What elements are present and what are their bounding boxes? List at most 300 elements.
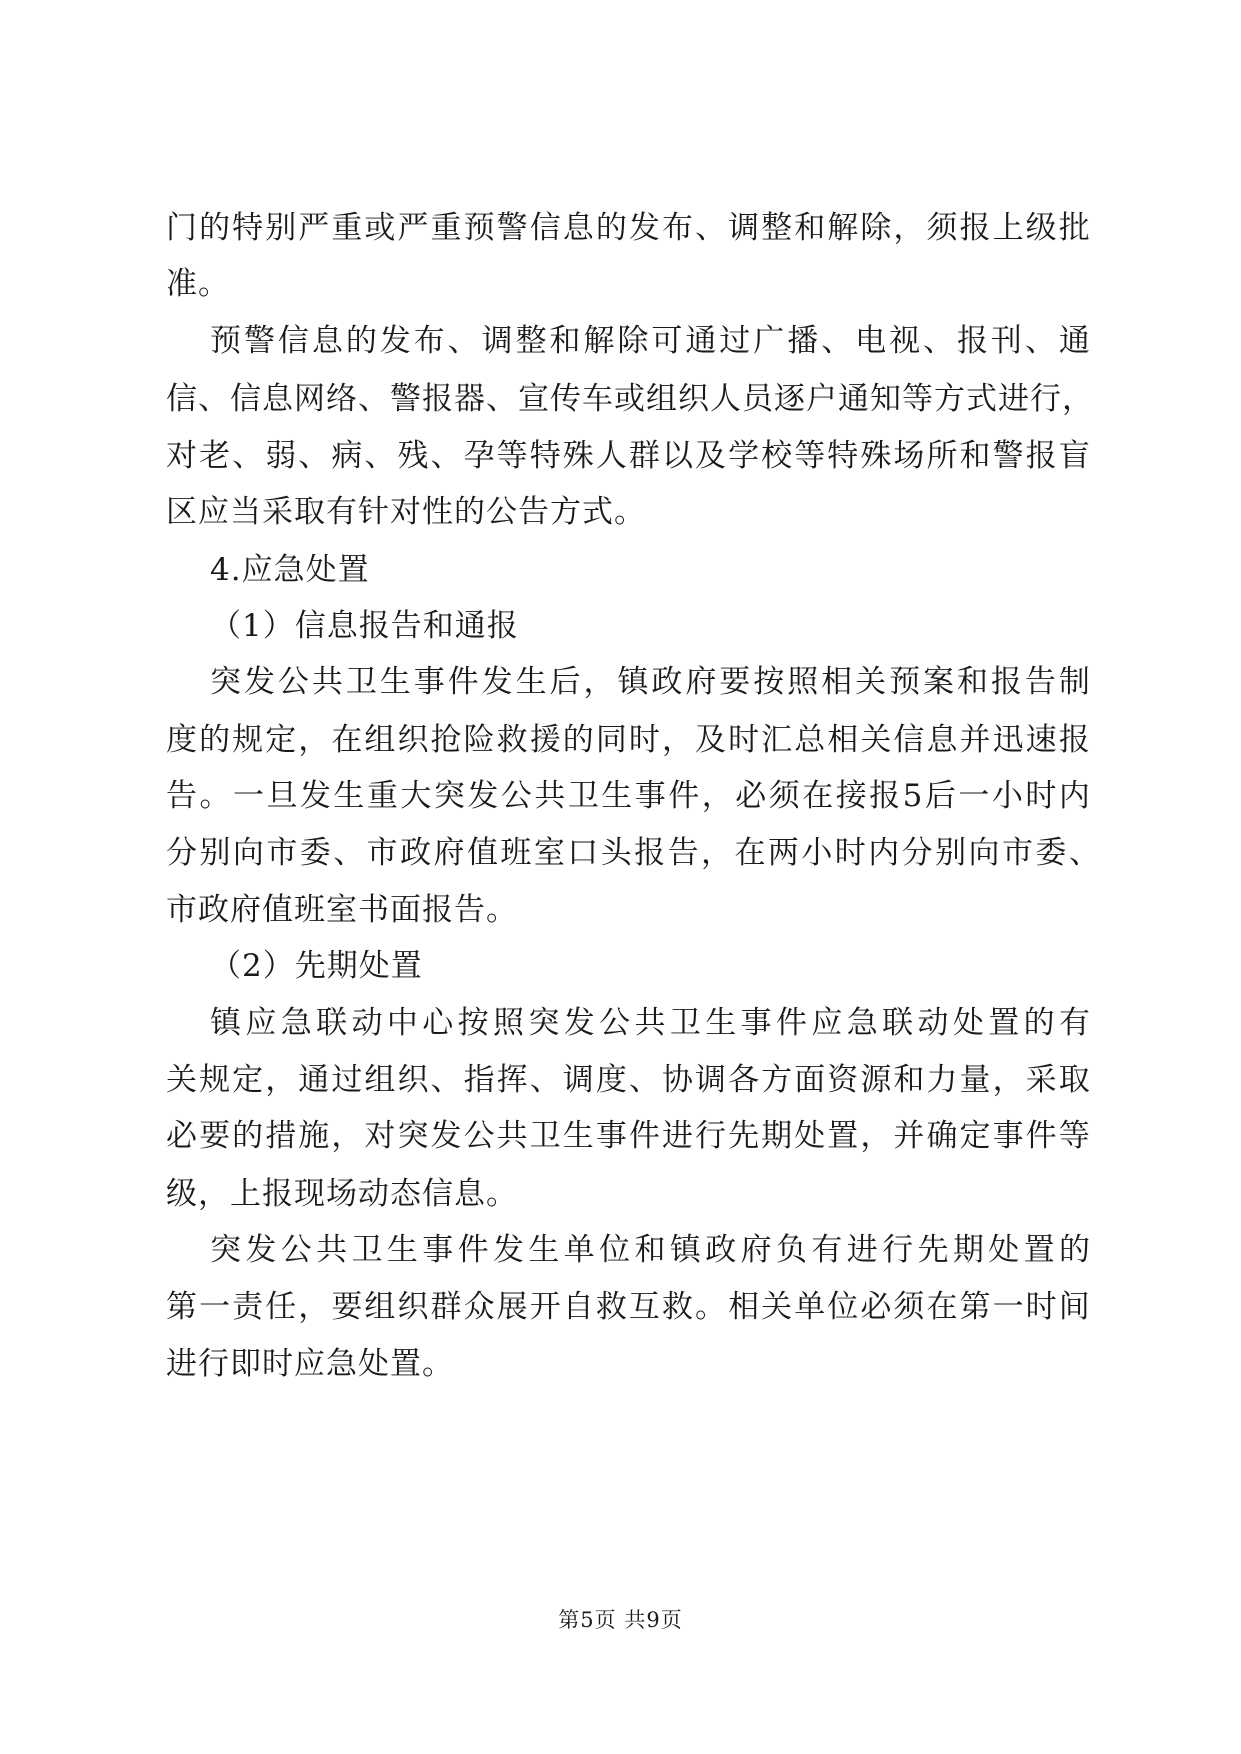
text-char: 除 — [860, 210, 893, 246]
text-char: 逐 — [774, 381, 806, 417]
text-char: 等 — [794, 438, 827, 474]
text-char: 所 — [926, 438, 959, 474]
text-char: 案 — [923, 664, 956, 700]
text-char: 件 — [1025, 1118, 1058, 1154]
text-char: 电 — [855, 323, 888, 359]
text-char: 发 — [467, 778, 500, 814]
text-char: 调 — [562, 1062, 595, 1098]
text-char: 和 — [959, 438, 992, 474]
text-char: 期 — [761, 1118, 794, 1154]
text-char: 批 — [1058, 210, 1091, 246]
text-char: 通 — [685, 323, 718, 359]
section-heading: 4.应急处置 — [210, 552, 370, 588]
text-char: 突 — [210, 664, 242, 700]
text-char: 特 — [827, 438, 860, 474]
text-char: 室 — [533, 835, 566, 871]
text-char: 共 — [634, 1005, 667, 1041]
text-char: 一 — [199, 1289, 232, 1325]
text-char: 府 — [433, 835, 466, 871]
text-char: 取 — [1058, 1062, 1091, 1098]
text-char: 镇 — [669, 1232, 702, 1268]
text-char: 照 — [787, 664, 820, 700]
text-char: 对 — [364, 1118, 397, 1154]
text-char: 展 — [496, 1289, 529, 1325]
text-char: ， — [1062, 381, 1094, 417]
text-char: 、 — [628, 1062, 661, 1098]
text-char: 定 — [959, 1118, 992, 1154]
text-char: 除 — [617, 323, 650, 359]
text-char: 措 — [265, 1118, 298, 1154]
text-char: 总 — [794, 722, 827, 758]
text-char: 宣 — [518, 381, 550, 417]
text-char: 和 — [893, 1062, 926, 1098]
text-char: 动 — [351, 1005, 384, 1041]
text-char: 力 — [926, 1062, 959, 1098]
text-char: 严 — [397, 210, 430, 246]
text-char: 发 — [430, 1118, 463, 1154]
text-char: 卫 — [351, 1232, 384, 1268]
text-char: 方 — [761, 1062, 794, 1098]
text-char: 播 — [787, 323, 820, 359]
text-char: 器 — [454, 381, 486, 417]
text-char: 生 — [528, 1232, 561, 1268]
text-char: 负 — [776, 1232, 808, 1268]
text-char: 指 — [463, 1062, 496, 1098]
text-char: 生 — [562, 1118, 595, 1154]
text-char: 网 — [294, 381, 326, 417]
text-line: 市政府值班室书面报告。 — [166, 892, 518, 928]
text-char: 市 — [266, 835, 299, 871]
text-char: 通 — [298, 1062, 331, 1098]
text-char: 公 — [463, 1118, 496, 1154]
text-char: 组 — [364, 1062, 397, 1098]
text-char: 责 — [232, 1289, 265, 1325]
text-line: 进行即时应急处置。 — [166, 1346, 454, 1382]
text-char: 置 — [988, 1005, 1021, 1041]
text-char: 公 — [599, 1005, 632, 1041]
text-char: 整 — [761, 210, 794, 246]
text-char: 报 — [1025, 438, 1058, 474]
text-char: 别 — [199, 835, 232, 871]
text-char: 有 — [1059, 1005, 1091, 1041]
text-char: 镇 — [210, 1005, 242, 1041]
text-char: 挥 — [496, 1062, 529, 1098]
text-line — [210, 321, 1091, 361]
text-char: 位 — [827, 1289, 860, 1325]
text-char: 任 — [265, 1289, 298, 1325]
text-char: 事 — [595, 1118, 628, 1154]
text-char: 通 — [1058, 323, 1091, 359]
text-char: 向 — [968, 835, 1001, 871]
text-char: 、 — [447, 323, 480, 359]
text-char: 和 — [956, 664, 989, 700]
text-char: 调 — [481, 323, 514, 359]
text-char: 、 — [333, 835, 366, 871]
text-char: 在 — [926, 1289, 959, 1325]
text-char: ， — [298, 722, 331, 758]
text-char: 行 — [1030, 381, 1062, 417]
text-char: 政 — [705, 1232, 738, 1268]
text-char: 布 — [661, 210, 694, 246]
text-char: 息 — [311, 323, 344, 359]
text-char: 或 — [364, 210, 397, 246]
page-footer: 第5页 共9页 — [558, 1608, 683, 1632]
text-char: 突 — [397, 1118, 430, 1154]
text-char: 镇 — [617, 664, 650, 700]
text-char: 内 — [868, 835, 901, 871]
text-char: 重 — [366, 778, 399, 814]
text-char: 方 — [934, 381, 966, 417]
text-char: 警 — [496, 210, 529, 246]
text-char: 进 — [998, 381, 1030, 417]
text-char: 以 — [661, 438, 694, 474]
text-char: 报 — [422, 381, 454, 417]
text-char: 量 — [959, 1062, 992, 1098]
text-char: 生 — [515, 664, 548, 700]
text-char: ， — [265, 1062, 298, 1098]
text-char: 等 — [902, 381, 934, 417]
text-char: 事 — [992, 1118, 1025, 1154]
text-char: 先 — [728, 1118, 761, 1154]
text-char: 的 — [562, 722, 595, 758]
text-line: 区应当采取有针对性的公告方式。 — [166, 494, 646, 530]
text-char: 的 — [1059, 1232, 1091, 1268]
text-char: 后 — [924, 778, 957, 814]
text-char: 发 — [379, 323, 412, 359]
text-char: 府 — [740, 1232, 773, 1268]
text-char: 发 — [563, 1005, 596, 1041]
text-char: 、 — [1024, 323, 1057, 359]
text-char: 资 — [827, 1062, 860, 1098]
text-char: 政 — [651, 664, 684, 700]
text-char: 必 — [860, 1289, 893, 1325]
text-char: 件 — [668, 778, 701, 814]
text-char: 一 — [992, 1289, 1025, 1325]
text-char: 和 — [549, 323, 582, 359]
text-char: 定 — [265, 722, 298, 758]
text-char: 弱 — [265, 438, 298, 474]
text-char: 广 — [753, 323, 786, 359]
text-char: 调 — [728, 210, 761, 246]
text-char: 预 — [463, 210, 496, 246]
text-char: 、 — [529, 1062, 562, 1098]
text-char: ， — [701, 835, 733, 871]
text-char: 在 — [802, 778, 835, 814]
text-char: 发 — [245, 1232, 278, 1268]
text-char: 单 — [794, 1289, 827, 1325]
text-char: 特 — [529, 438, 562, 474]
text-char: 告 — [1024, 664, 1057, 700]
text-char: 警 — [992, 438, 1025, 474]
text-char: 行 — [695, 1118, 727, 1154]
text-char: 要 — [719, 664, 752, 700]
text-char: 向 — [232, 835, 265, 871]
text-char: 组 — [364, 722, 397, 758]
text-char: ， — [893, 210, 926, 246]
text-char: 及 — [695, 438, 727, 474]
text-char: 按 — [457, 1005, 490, 1041]
text-char: 发 — [628, 210, 661, 246]
text-char: 刊 — [990, 323, 1023, 359]
text-char: 整 — [515, 323, 548, 359]
text-char: 严 — [298, 210, 331, 246]
text-char: 迅 — [992, 722, 1025, 758]
text-char: 重 — [331, 210, 364, 246]
text-char: 件 — [628, 1118, 661, 1154]
text-char: 班 — [500, 835, 533, 871]
text-char: 门 — [166, 210, 198, 246]
text-char: ， — [583, 664, 616, 700]
text-char: 值 — [466, 835, 499, 871]
text-char: 、 — [198, 381, 230, 417]
text-char: 告 — [166, 778, 198, 814]
text-char: 救 — [661, 1289, 694, 1325]
text-char: 公 — [280, 1232, 313, 1268]
text-char: 发 — [481, 664, 514, 700]
text-char: 委 — [299, 835, 332, 871]
text-char: 按 — [753, 664, 786, 700]
text-char: 应 — [811, 1005, 844, 1041]
text-char: 期 — [952, 1232, 985, 1268]
text-char: 政 — [400, 835, 433, 871]
text-char: 定 — [232, 1062, 265, 1098]
subsection-heading: （2）先期处置 — [210, 948, 423, 984]
text-char: 相 — [821, 664, 854, 700]
text-char: 动 — [917, 1005, 950, 1041]
text-char: 中 — [386, 1005, 419, 1041]
text-char: 分 — [166, 835, 198, 871]
text-char: 息 — [926, 722, 959, 758]
text-char: 视 — [889, 323, 922, 359]
text-char: 特 — [232, 210, 265, 246]
text-line — [166, 1116, 1091, 1156]
text-char: 小 — [801, 835, 834, 871]
text-char: 须 — [893, 1289, 926, 1325]
text-char: 位 — [599, 1232, 632, 1268]
text-char: 联 — [316, 1005, 349, 1041]
text-char: 须 — [768, 778, 801, 814]
text-line — [166, 208, 1091, 248]
text-char: 传 — [550, 381, 582, 417]
text-char: 员 — [742, 381, 774, 417]
text-line: 准。 — [166, 266, 230, 302]
text-char: 信 — [277, 323, 310, 359]
text-char: 织 — [397, 722, 430, 758]
text-char: 知 — [870, 381, 902, 417]
text-char: 关 — [761, 1289, 794, 1325]
text-char: 卫 — [345, 664, 378, 700]
text-char: 心 — [422, 1005, 455, 1041]
text-char: ， — [860, 1118, 893, 1154]
text-char: 孕 — [463, 438, 496, 474]
text-char: 卫 — [669, 1005, 702, 1041]
text-char: 。 — [695, 1289, 727, 1325]
text-char: ， — [701, 778, 734, 814]
text-char: 户 — [806, 381, 838, 417]
text-char: 速 — [1025, 722, 1058, 758]
text-char: 生 — [601, 778, 634, 814]
text-char: 件 — [447, 664, 480, 700]
text-char: 时 — [834, 835, 867, 871]
text-char: 市 — [366, 835, 399, 871]
text-char: 及 — [695, 722, 727, 758]
text-char: 的 — [199, 210, 232, 246]
text-char: ， — [992, 1062, 1025, 1098]
text-line — [166, 436, 1091, 476]
text-char: 、 — [1068, 835, 1101, 871]
text-char: 接 — [835, 778, 868, 814]
text-char: 报 — [869, 778, 902, 814]
text-char: 委 — [1035, 835, 1068, 871]
text-char: 联 — [882, 1005, 915, 1041]
text-char: 间 — [1058, 1289, 1091, 1325]
text-char: 一 — [958, 778, 991, 814]
text-char: 警 — [390, 381, 422, 417]
text-char: 事 — [413, 664, 446, 700]
text-char: 口 — [567, 835, 600, 871]
text-char: 或 — [614, 381, 646, 417]
text-char: 抢 — [430, 722, 463, 758]
text-line — [166, 379, 1094, 419]
text-char: 织 — [397, 1289, 430, 1325]
text-line — [166, 833, 1101, 873]
text-char: 险 — [463, 722, 496, 758]
text-char: 必 — [735, 778, 768, 814]
text-char: 残 — [397, 438, 430, 474]
text-char: 警 — [243, 323, 276, 359]
text-char: 调 — [695, 1062, 727, 1098]
text-char: 共 — [311, 664, 344, 700]
text-char: 发 — [299, 778, 332, 814]
text-char: 共 — [534, 778, 567, 814]
text-char: 头 — [600, 835, 633, 871]
text-char: 盲 — [1058, 438, 1091, 474]
text-line — [210, 1003, 1091, 1043]
text-char: 信 — [230, 381, 262, 417]
text-char: 并 — [959, 722, 992, 758]
text-char: 、 — [430, 438, 463, 474]
text-char: 援 — [529, 722, 562, 758]
text-char: 级 — [1025, 210, 1058, 246]
text-char: 、 — [364, 438, 397, 474]
text-char: 的 — [595, 210, 628, 246]
text-char: 报 — [956, 323, 989, 359]
text-char: 告 — [667, 835, 700, 871]
text-char: 协 — [661, 1062, 694, 1098]
text-char: 、 — [298, 438, 331, 474]
text-char: 共 — [316, 1232, 349, 1268]
text-char: 救 — [595, 1289, 628, 1325]
text-char: 和 — [794, 210, 827, 246]
text-char: 、 — [430, 1062, 463, 1098]
text-char: 互 — [628, 1289, 661, 1325]
text-char: 突 — [528, 1005, 561, 1041]
text-char: 等 — [1058, 1118, 1091, 1154]
text-char: 自 — [562, 1289, 595, 1325]
text-char: 后 — [549, 664, 582, 700]
text-char: 旦 — [266, 778, 299, 814]
text-char: 大 — [400, 778, 433, 814]
text-char: 报 — [634, 835, 667, 871]
text-char: 在 — [734, 835, 767, 871]
text-char: ， — [298, 1289, 331, 1325]
text-char: 处 — [988, 1232, 1021, 1268]
text-char: 卫 — [567, 778, 600, 814]
text-char: 事 — [422, 1232, 455, 1268]
text-line: 级，上报现场动态信息。 — [166, 1176, 518, 1212]
text-char: 关 — [166, 1062, 198, 1098]
text-char: 、 — [695, 210, 727, 246]
text-char: 面 — [794, 1062, 827, 1098]
text-char: 可 — [651, 323, 684, 359]
text-char: 络 — [326, 381, 358, 417]
text-char: 殊 — [860, 438, 893, 474]
text-char: 时 — [728, 722, 761, 758]
text-char: 事 — [634, 778, 667, 814]
text-char: 急 — [280, 1005, 313, 1041]
text-char: 的 — [345, 323, 378, 359]
text-char: 行 — [882, 1232, 915, 1268]
text-char: 。 — [199, 778, 232, 814]
text-char: 5 — [902, 778, 924, 814]
text-char: 急 — [846, 1005, 879, 1041]
text-char: 车 — [582, 381, 614, 417]
text-char: 同 — [595, 722, 628, 758]
text-char: 生 — [379, 664, 412, 700]
text-char: 、 — [232, 438, 265, 474]
text-char: 时 — [1025, 1289, 1058, 1325]
text-char: 场 — [893, 438, 926, 474]
text-char: 报 — [1058, 722, 1091, 758]
text-char: 单 — [563, 1232, 596, 1268]
text-char: 相 — [827, 722, 860, 758]
text-char: 件 — [776, 1005, 808, 1041]
text-line — [210, 662, 1091, 702]
text-char: 度 — [166, 722, 198, 758]
text-char: 报 — [990, 664, 1023, 700]
text-char: 预 — [889, 664, 922, 700]
text-char: 卫 — [529, 1118, 562, 1154]
text-char: 生 — [333, 778, 366, 814]
text-char: 进 — [846, 1232, 879, 1268]
text-char: 人 — [710, 381, 742, 417]
text-char: 规 — [199, 1062, 232, 1098]
text-char: 件 — [457, 1232, 490, 1268]
text-char: 进 — [661, 1118, 694, 1154]
text-char: 应 — [245, 1005, 278, 1041]
text-char: 式 — [966, 381, 998, 417]
text-char: 一 — [232, 778, 265, 814]
text-char: 施 — [298, 1118, 331, 1154]
text-char: 组 — [364, 1289, 397, 1325]
text-char: 人 — [595, 438, 628, 474]
text-char: 关 — [860, 722, 893, 758]
text-char: 公 — [277, 664, 310, 700]
text-char: 采 — [1025, 1062, 1058, 1098]
text-char: 众 — [463, 1289, 496, 1325]
text-char: 信 — [893, 722, 926, 758]
text-char: 在 — [331, 722, 364, 758]
text-char: 制 — [1058, 664, 1091, 700]
text-char: 对 — [166, 438, 198, 474]
text-line — [166, 1287, 1091, 1327]
text-char: 解 — [583, 323, 616, 359]
text-char: 度 — [595, 1062, 628, 1098]
text-char: 相 — [728, 1289, 761, 1325]
text-char: 、 — [486, 381, 518, 417]
text-char: 先 — [917, 1232, 950, 1268]
text-char: 发 — [243, 664, 276, 700]
